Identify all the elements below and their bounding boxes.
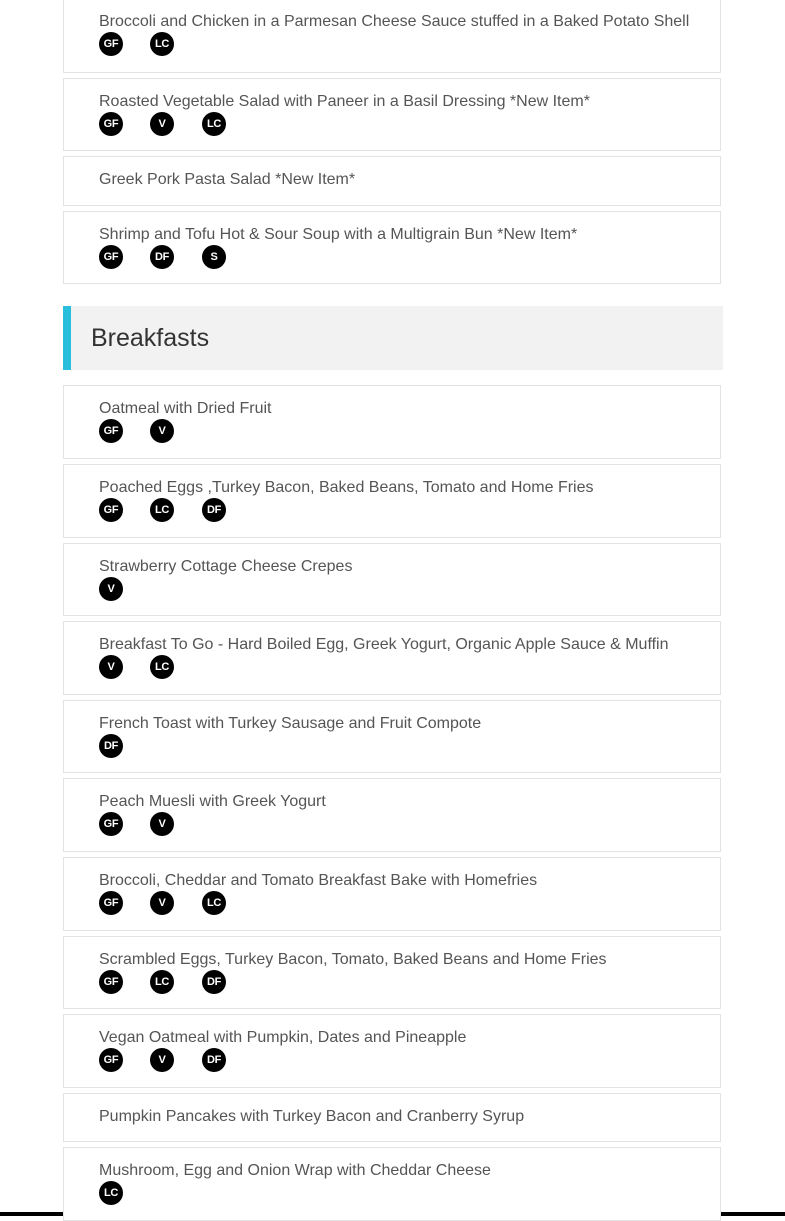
menu-item <box>63 211 721 284</box>
menu-item <box>63 464 721 538</box>
menu-item <box>63 936 721 1009</box>
menu-item-name: Mushroom, Egg and Onion Wrap with Cheddar Cheese <box>99 1162 491 1179</box>
badge-df-icon: DF <box>202 970 226 994</box>
badge-df-icon: DF <box>202 1048 226 1072</box>
badge-gf-icon: GF <box>99 419 123 443</box>
badge-lc-icon: LC <box>202 891 226 915</box>
menu-item-name: Breakfast To Go - Hard Boiled Egg, Greek Yogurt, Organic Apple Sauce & Muffin <box>99 636 669 653</box>
badge-gf-icon: GF <box>99 891 123 915</box>
menu-item <box>63 700 721 773</box>
menu-item-name: Shrimp and Tofu Hot & Sour Soup with a Multigrain Bun *New Item* <box>99 226 578 243</box>
badge-df-icon: DF <box>202 498 226 522</box>
badge-df-icon: DF <box>99 734 123 758</box>
menu-item-name: Poached Eggs ,Turkey Bacon, Baked Beans, Tomato and Home Fries <box>99 479 594 496</box>
badge-gf-icon: GF <box>99 498 123 522</box>
menu-item <box>63 0 721 73</box>
badge-gf-icon: GF <box>99 32 123 56</box>
menu-item-name: Oatmeal with Dried Fruit <box>99 400 272 417</box>
badge-gf-icon: GF <box>99 112 123 136</box>
menu-item <box>63 543 721 616</box>
menu-item <box>63 1014 721 1088</box>
badge-lc-icon: LC <box>150 970 174 994</box>
menu-item <box>63 1147 721 1221</box>
section-title: Breakfasts <box>91 324 210 352</box>
menu-item-name: Greek Pork Pasta Salad *New Item* <box>99 171 356 188</box>
badge-gf-icon: GF <box>99 1048 123 1072</box>
menu-item-name: Broccoli and Chicken in a Parmesan Cheese Sauce stuffed in a Baked Potato Shell <box>99 13 690 30</box>
badge-v-icon: V <box>150 419 174 443</box>
badge-v-icon: V <box>150 1048 174 1072</box>
menu-item <box>63 78 721 151</box>
badge-lc-icon: LC <box>150 32 174 56</box>
menu-item <box>63 156 721 206</box>
badge-s-icon: S <box>202 245 226 269</box>
badge-df-icon: DF <box>150 245 174 269</box>
menu-item-name: Strawberry Cottage Cheese Crepes <box>99 558 353 575</box>
badge-lc-icon: LC <box>202 112 226 136</box>
badge-lc-icon: LC <box>99 1181 123 1205</box>
menu-item-name: Roasted Vegetable Salad with Paneer in a Basil Dressing *New Item* <box>99 93 590 110</box>
menu-item-name: French Toast with Turkey Sausage and Fruit Compote <box>99 715 482 732</box>
badge-gf-icon: GF <box>99 245 123 269</box>
menu-item <box>63 621 721 695</box>
menu-item-name: Broccoli, Cheddar and Tomato Breakfast Bake with Homefries <box>99 872 538 889</box>
section-header-breakfasts <box>63 306 723 370</box>
badge-lc-icon: LC <box>150 498 174 522</box>
menu-item <box>63 778 721 852</box>
badge-v-icon: V <box>150 812 174 836</box>
badge-gf-icon: GF <box>99 970 123 994</box>
badge-v-icon: V <box>150 112 174 136</box>
badge-lc-icon: LC <box>150 655 174 679</box>
menu-item <box>63 385 721 459</box>
menu-item-name: Vegan Oatmeal with Pumpkin, Dates and Pineapple <box>99 1029 467 1046</box>
badge-v-icon: V <box>99 577 123 601</box>
badge-v-icon: V <box>150 891 174 915</box>
menu-item-name: Peach Muesli with Greek Yogurt <box>99 793 326 810</box>
menu-item <box>63 857 721 931</box>
badge-v-icon: V <box>99 655 123 679</box>
menu-item-name: Scrambled Eggs, Turkey Bacon, Tomato, Baked Beans and Home Fries <box>99 951 607 968</box>
menu-item-name: Pumpkin Pancakes with Turkey Bacon and Cranberry Syrup <box>99 1108 525 1125</box>
badge-gf-icon: GF <box>99 812 123 836</box>
menu-item <box>63 1093 721 1142</box>
